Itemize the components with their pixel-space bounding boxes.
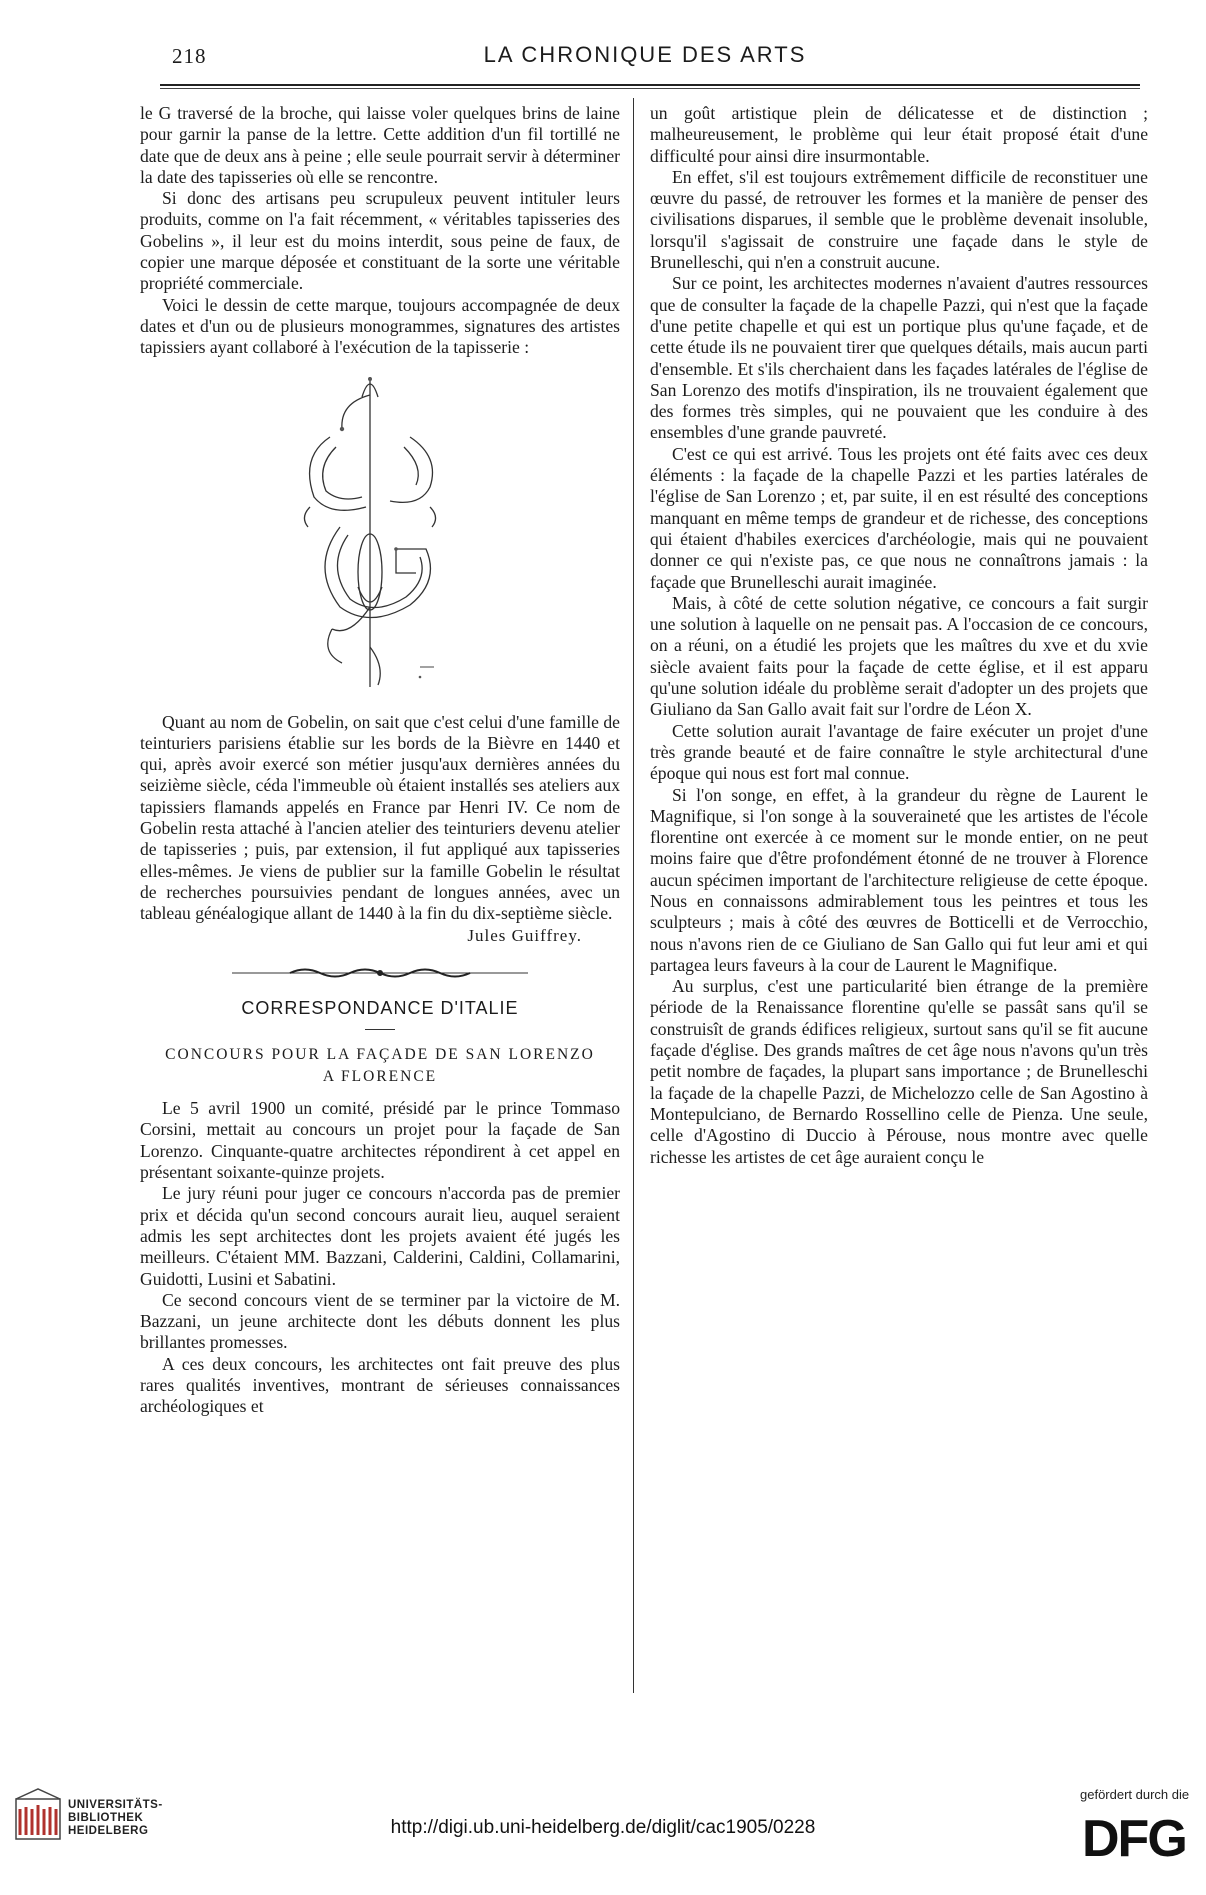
permalink-url[interactable]: http://digi.ub.uni-heidelberg.de/diglit/cac1905/0228: [390, 1817, 816, 1838]
paragraph: un goût artistique plein de délicatesse et de distinction ; malheureusement, le problème qui leur était proposé était d'une difficulté pour ainsi dire insurmontable.: [650, 103, 1148, 166]
left-column: [140, 103, 620, 1418]
paragraph: Ce second concours vient de se terminer par la victoire de M. Bazzani, un jeune architecte dont les débuts donnent les plus brillantes promesses.: [140, 1289, 620, 1353]
page-number: 218: [172, 44, 207, 68]
right-column: [650, 103, 1148, 1168]
gobelins-mark-figure: [140, 367, 620, 702]
section-rule: [365, 1029, 395, 1030]
subsection-title-line: A FLORENCE: [322, 1068, 438, 1086]
subsection-title-line: CONCOURS POUR LA FAÇADE DE SAN LORENZO: [165, 1046, 595, 1064]
paragraph: Sur ce point, les architectes modernes n'avaient d'autres ressources que de consulter la façade de la chapelle Pazzi, qui n'est que la façade d'une petite chapelle et qui est un portique plus qu'une façade, et de cette étude ils ne pouvaient tirer que quelques détails, mais aucun parti d'ensemble. Et s'ils cherchaient dans les façades latérales de l'église de San Lorenzo des motifs d'inspiration, ils ne trouvaient également que des formes très simples, qui ne pouvaient que les conduire à des ensembles d'une grande pauvreté.: [650, 273, 1148, 443]
institution-line: HEIDELBERG: [68, 1825, 149, 1837]
institution-line: UNIVERSITÄTS-: [68, 1799, 163, 1811]
digitization-footer: [0, 1775, 1206, 1895]
paragraph: Voici le dessin de cette marque, toujours accompagnée de deux dates et d'un ou de plusieurs monogrammes, signatures des artistes tapissiers ayant collaboré à l'exécution de la tapisserie :: [140, 294, 620, 358]
paragraph: Si donc des artisans peu scrupuleux peuvent intituler leurs produits, comme on l'a fait récemment, « véritables tapisseries des Gobelins », il leur est du moins interdit, sous peine de faux, de copier une marque déposée et constituant de la sorte une véritable propriété commerciale.: [140, 188, 620, 294]
dfg-logo: DFG: [1082, 1810, 1186, 1868]
paragraph: C'est ce qui est arrivé. Tous les projets ont été faits avec ces deux éléments : la façade de la chapelle Pazzi et les parties latérales de l'église de San Lorenzo ; et, par suite, il en est résulté des conceptions manquant en même temps de grandeur et de richesse, des conceptions qui étaient d'habiles exercices d'archéologie, mais qui ne pouvaient donner ce qui n'existe pas, ce que nous ne connaîtrons jamais : la façade que Brunelleschi aurait imaginée.: [650, 443, 1148, 592]
subsection-title: [140, 1044, 620, 1088]
paragraph: Mais, à côté de cette solution négative, ce concours a fait surgir une solution à laquelle on ne pensait pas. A l'occasion de ce concours, on a réuni, on a étudié les projets que les maîtres du xve et du xvie siècle avaient faits pour la façade de cette église, et il est apparu qu'une solution idéale du problème serait d'adopter un des projets que Giuliano da San Gallo avait fait sur l'ordre de Léon X.: [650, 592, 1148, 720]
paragraph: Le 5 avril 1900 un comité, présidé par le prince Tommaso Corsini, mettait au concours un projet pour la façade de San Lorenzo. Cinquante-quatre architectes répondirent à cet appel en présentant soixante-quinze projets.: [140, 1098, 620, 1183]
funded-by-label: gefördert durch die: [1080, 1787, 1190, 1802]
paragraph: A ces deux concours, les architectes ont fait preuve des plus rares qualités inventives, montrant de sérieuses connaissances archéologiques et: [140, 1353, 620, 1417]
ornament-divider: [140, 964, 620, 984]
author-signature: Jules Guiffrey.: [467, 925, 582, 945]
paragraph: Au surplus, c'est une particularité bien étrange de la première période de la Renaissance florentine qu'elle se passât sans qu'il se construisît de grands édifices religieux, surtout sans qu'il se fit aucune façade d'église. Des grands maîtres de cet âge nous n'avons qu'un très petit nombre de façades, la plupart sans importance ; de Brunelleschi la façade de la chapelle Pazzi, de Michelozzo celle de San Agostino à Montepulciano, de Bernardo Rossellino celle de Pienza. Une seule, celle d'Agostino di Duccio à Pérouse, nous montre avec quelle richesse les artistes de cet âge auraient conçu le: [650, 976, 1148, 1167]
paragraph: En effet, s'il est toujours extrêmement difficile de reconstituer une œuvre du passé, de retrouver les formes et la manière de penser des civilisations disparues, il semble que le problème devenait insoluble, lorsqu'il s'agissait de construire une façade dans le style de Brunelleschi, qui n'en a construit aucune.: [650, 166, 1148, 273]
paragraph: Si l'on songe, en effet, à la grandeur du règne de Laurent le Magnifique, si l'on songe à la souveraineté que les artistes de l'école florentine ont exercée à ce moment sur le monde entier, on ne peut moins faire que d'être profondément étonné de ne trouver à Florence aucun spécimen important de l'architecture religieuse de cette époque. Nous en connaissons admirablement tous les peintres et tous les sculpteurs ; mais à côté des œuvres de Botticelli et de Verrocchio, nous n'avons rien de ce Giuliano de San Gallo qui fut leur ami et qui partagea leurs faveurs à la cour de Laurent le Magnifique.: [650, 784, 1148, 975]
page-header: [150, 40, 1140, 76]
institution-line: BIBLIOTHEK: [68, 1812, 144, 1824]
gobelins-G-monogram-icon: [270, 367, 470, 697]
section-title: CORRESPONDANCE D'ITALIE: [241, 997, 519, 1018]
journal-title: LA CHRONIQUE DES ARTS: [483, 42, 807, 67]
paragraph: le G traversé de la broche, qui laisse voler quelques brins de laine pour garnir la panse de la lettre. Cette addition d'un fil tortillé ne date que de deux ans à peine ; elle seule pourrait servir à déterminer la date des tapisseries où elle se rencontre.: [140, 103, 620, 187]
header-rule: [160, 84, 1140, 86]
paragraph: Cette solution aurait l'avantage de faire exécuter un projet d'une très grande beauté et de faire connaître le style architectural d'une époque qui nous est fort mal connue.: [650, 720, 1148, 784]
header-rule-thin: [160, 88, 1140, 89]
paragraph: Le jury réuni pour juger ce concours n'accorda pas de premier prix et décida qu'un second concours aurait lieu, auquel seraient admis les sept architectes dont les projets avaient été jugés les meilleurs. C'étaient MM. Bazzani, Calderini, Caldini, Collamarini, Guidotti, Lusini et Sabatini.: [140, 1183, 620, 1289]
paragraph: Quant au nom de Gobelin, on sait que c'est celui d'une famille de teinturiers parisiens établie sur les bords de la Bièvre en 1440 et qui, après avoir exercé son métier jusqu'aux dernières années du seizième siècle, céda l'immeuble où étaient installés ses ateliers aux tapissiers flamands appelés en France par Henri IV. Ce nom de Gobelin resta attaché à l'ancien atelier des teinturiers devenu atelier de tapisseries ; puis, par extension, il fut appliqué aux tapisseries elles-mêmes. Je viens de publier sur la famille Gobelin le résultat de recherches poursuivies pendant de longues années, avec un tableau généalogique allant de 1440 à la fin du dix-septième siècle.: [140, 711, 620, 924]
ornament-icon: [230, 966, 530, 980]
column-divider: [633, 98, 634, 1693]
